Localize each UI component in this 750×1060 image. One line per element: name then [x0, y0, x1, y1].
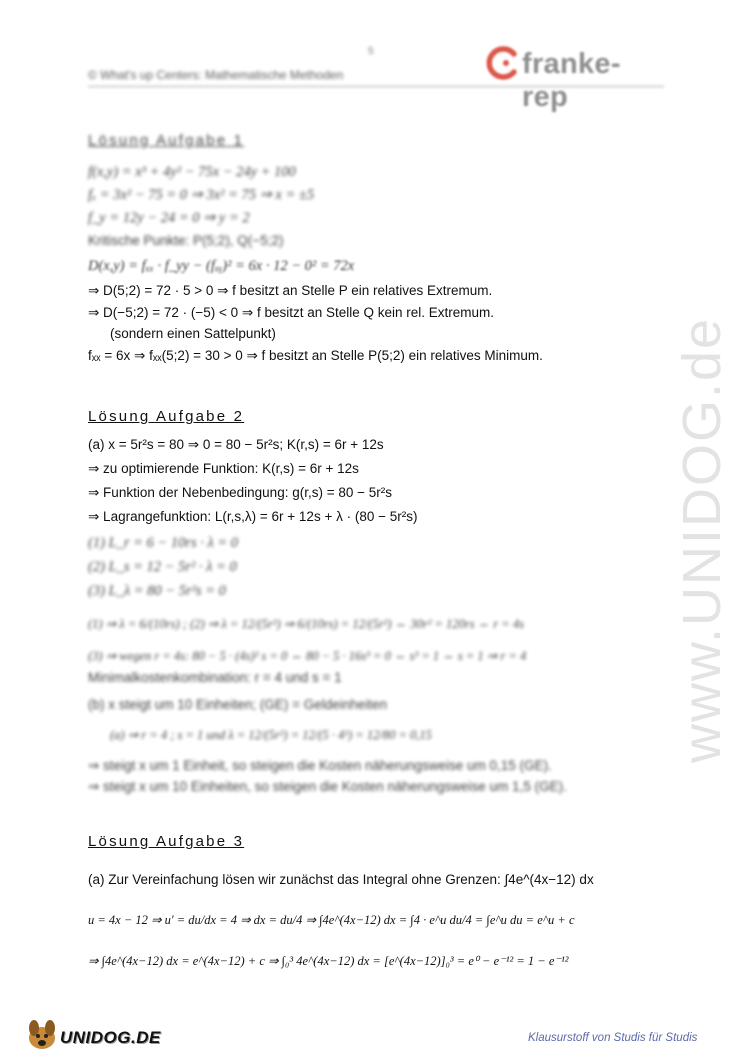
solution-line: u = 4x − 12 ⇒ u' = du/dx = 4 ⇒ dx = du/4 ⇒ ∫4e^(4x−12) dx = ∫4 · e^u du/4 = ∫e^u du = e^u + c	[88, 913, 575, 927]
dog-icon	[22, 1016, 62, 1054]
solution-line: ⇒ D(−5;2) = 72 · (−5) < 0 ⇒ f besitzt an Stelle Q kein rel. Extremum.	[88, 305, 495, 320]
solution-line: (3) L_λ = 80 − 5r²s = 0	[88, 583, 226, 599]
solution-line: fₓ = 3x² − 75 = 0 ⇒ 3x² = 75 ⇒ x = ±5	[88, 187, 315, 203]
solution-line: ⇒ steigt x um 1 Einheit, so steigen die Kosten näherungsweise um 0,15 (GE).	[88, 758, 552, 773]
unidog-logo	[22, 1016, 162, 1054]
unidog-watermark	[662, 316, 742, 764]
solution-line: D(x,y) = fₓₓ · f_yy − (fₓᵧ)² = 6x · 12 − 0² = 72x	[88, 258, 355, 274]
solution-line: ⇒ steigt x um 10 Einheiten, so steigen die Kosten näherungsweise um 1,5 (GE).	[88, 779, 567, 794]
logo-c-icon	[484, 46, 518, 80]
section-title-1: Lösung Aufgabe 1	[88, 132, 245, 149]
solution-line: fₓₓ = 6x ⇒ fₓₓ(5;2) = 30 > 0 ⇒ f besitzt an Stelle P(5;2) ein relatives Minimum.	[88, 348, 543, 363]
solution-line: f(x,y) = x³ + 4y² − 75x − 24y + 100	[88, 164, 296, 180]
solution-line: ⇒ D(5;2) = 72 · 5 > 0 ⇒ f besitzt an Stelle P ein relatives Extremum.	[88, 283, 493, 298]
solution-line: ⇒ Lagrangefunktion: L(r,s,λ) = 6r + 12s + λ · (80 − 5r²s)	[88, 509, 418, 524]
solution-line: (1) L_r = 6 − 10rs · λ = 0	[88, 535, 239, 551]
solution-line: (sondern einen Sattelpunkt)	[110, 326, 276, 341]
logo-text: franke-rep	[522, 48, 621, 113]
solution-line: (1) ⇒ λ = 6/(10rs) ; (2) ⇒ λ = 12/(5r²) ⇒ 6/(10rs) = 12/(5r²) ⇔ 30r² = 120rs ⇔ r = 4s	[88, 617, 524, 631]
solution-line: ⇒ Funktion der Nebenbedingung: g(r,s) = 80 − 5r²s	[88, 485, 392, 500]
solution-line: (a) x = 5r²s = 80 ⇒ 0 = 80 − 5r²s; K(r,s) = 6r + 12s	[88, 437, 384, 452]
solution-line: ⇒ zu optimierende Funktion: K(r,s) = 6r + 12s	[88, 461, 359, 476]
solution-line: f_y = 12y − 24 = 0 ⇒ y = 2	[88, 210, 250, 226]
watermark-text: www.UNIDOG.de	[672, 316, 732, 764]
solution-line: (2) L_s = 12 − 5r² · λ = 0	[88, 559, 237, 575]
footer-tagline: Klausurstoff von Studis für Studis	[528, 1032, 698, 1044]
solution-line: (3) ⇒ wegen r = 4s: 80 − 5 · (4s)² s = 0 ⇔ 80 − 5 · 16s³ = 0 ⇔ s³ = 1 ⇔ s = 1 ⇒ r = 4	[88, 649, 527, 663]
solution-line: Kritische Punkte: P(5;2), Q(−5;2)	[88, 233, 284, 248]
unidog-logo-text: UNIDOG.DE	[60, 1028, 161, 1047]
section-title-3: Lösung Aufgabe 3	[88, 833, 245, 850]
section-title-2: Lösung Aufgabe 2	[88, 408, 245, 425]
solution-line: Minimalkostenkombination: r = 4 und s = 1	[88, 670, 342, 685]
solution-line: (b) x steigt um 10 Einheiten; (GE) = Geldeinheiten	[88, 697, 388, 712]
solution-line: (a) Zur Vereinfachung lösen wir zunächst das Integral ohne Grenzen: ∫4e^(4x−12) dx	[88, 872, 594, 887]
franke-rep-logo	[484, 44, 662, 113]
solution-line: ⇒ ∫4e^(4x−12) dx = e^(4x−12) + c ⇒ ∫₀³ 4e^(4x−12) dx = [e^(4x−12)]₀³ = e⁰ − e⁻¹² = 1 − e⁻¹²	[88, 954, 569, 968]
page-number: 5	[368, 46, 374, 57]
header-title: © What's up Centers: Mathematische Methoden	[88, 68, 344, 82]
solution-line: (a) ⇒ r = 4 ; s = 1 und λ = 12/(5r²) = 12/(5 · 4²) = 12/80 = 0,15	[110, 728, 432, 742]
